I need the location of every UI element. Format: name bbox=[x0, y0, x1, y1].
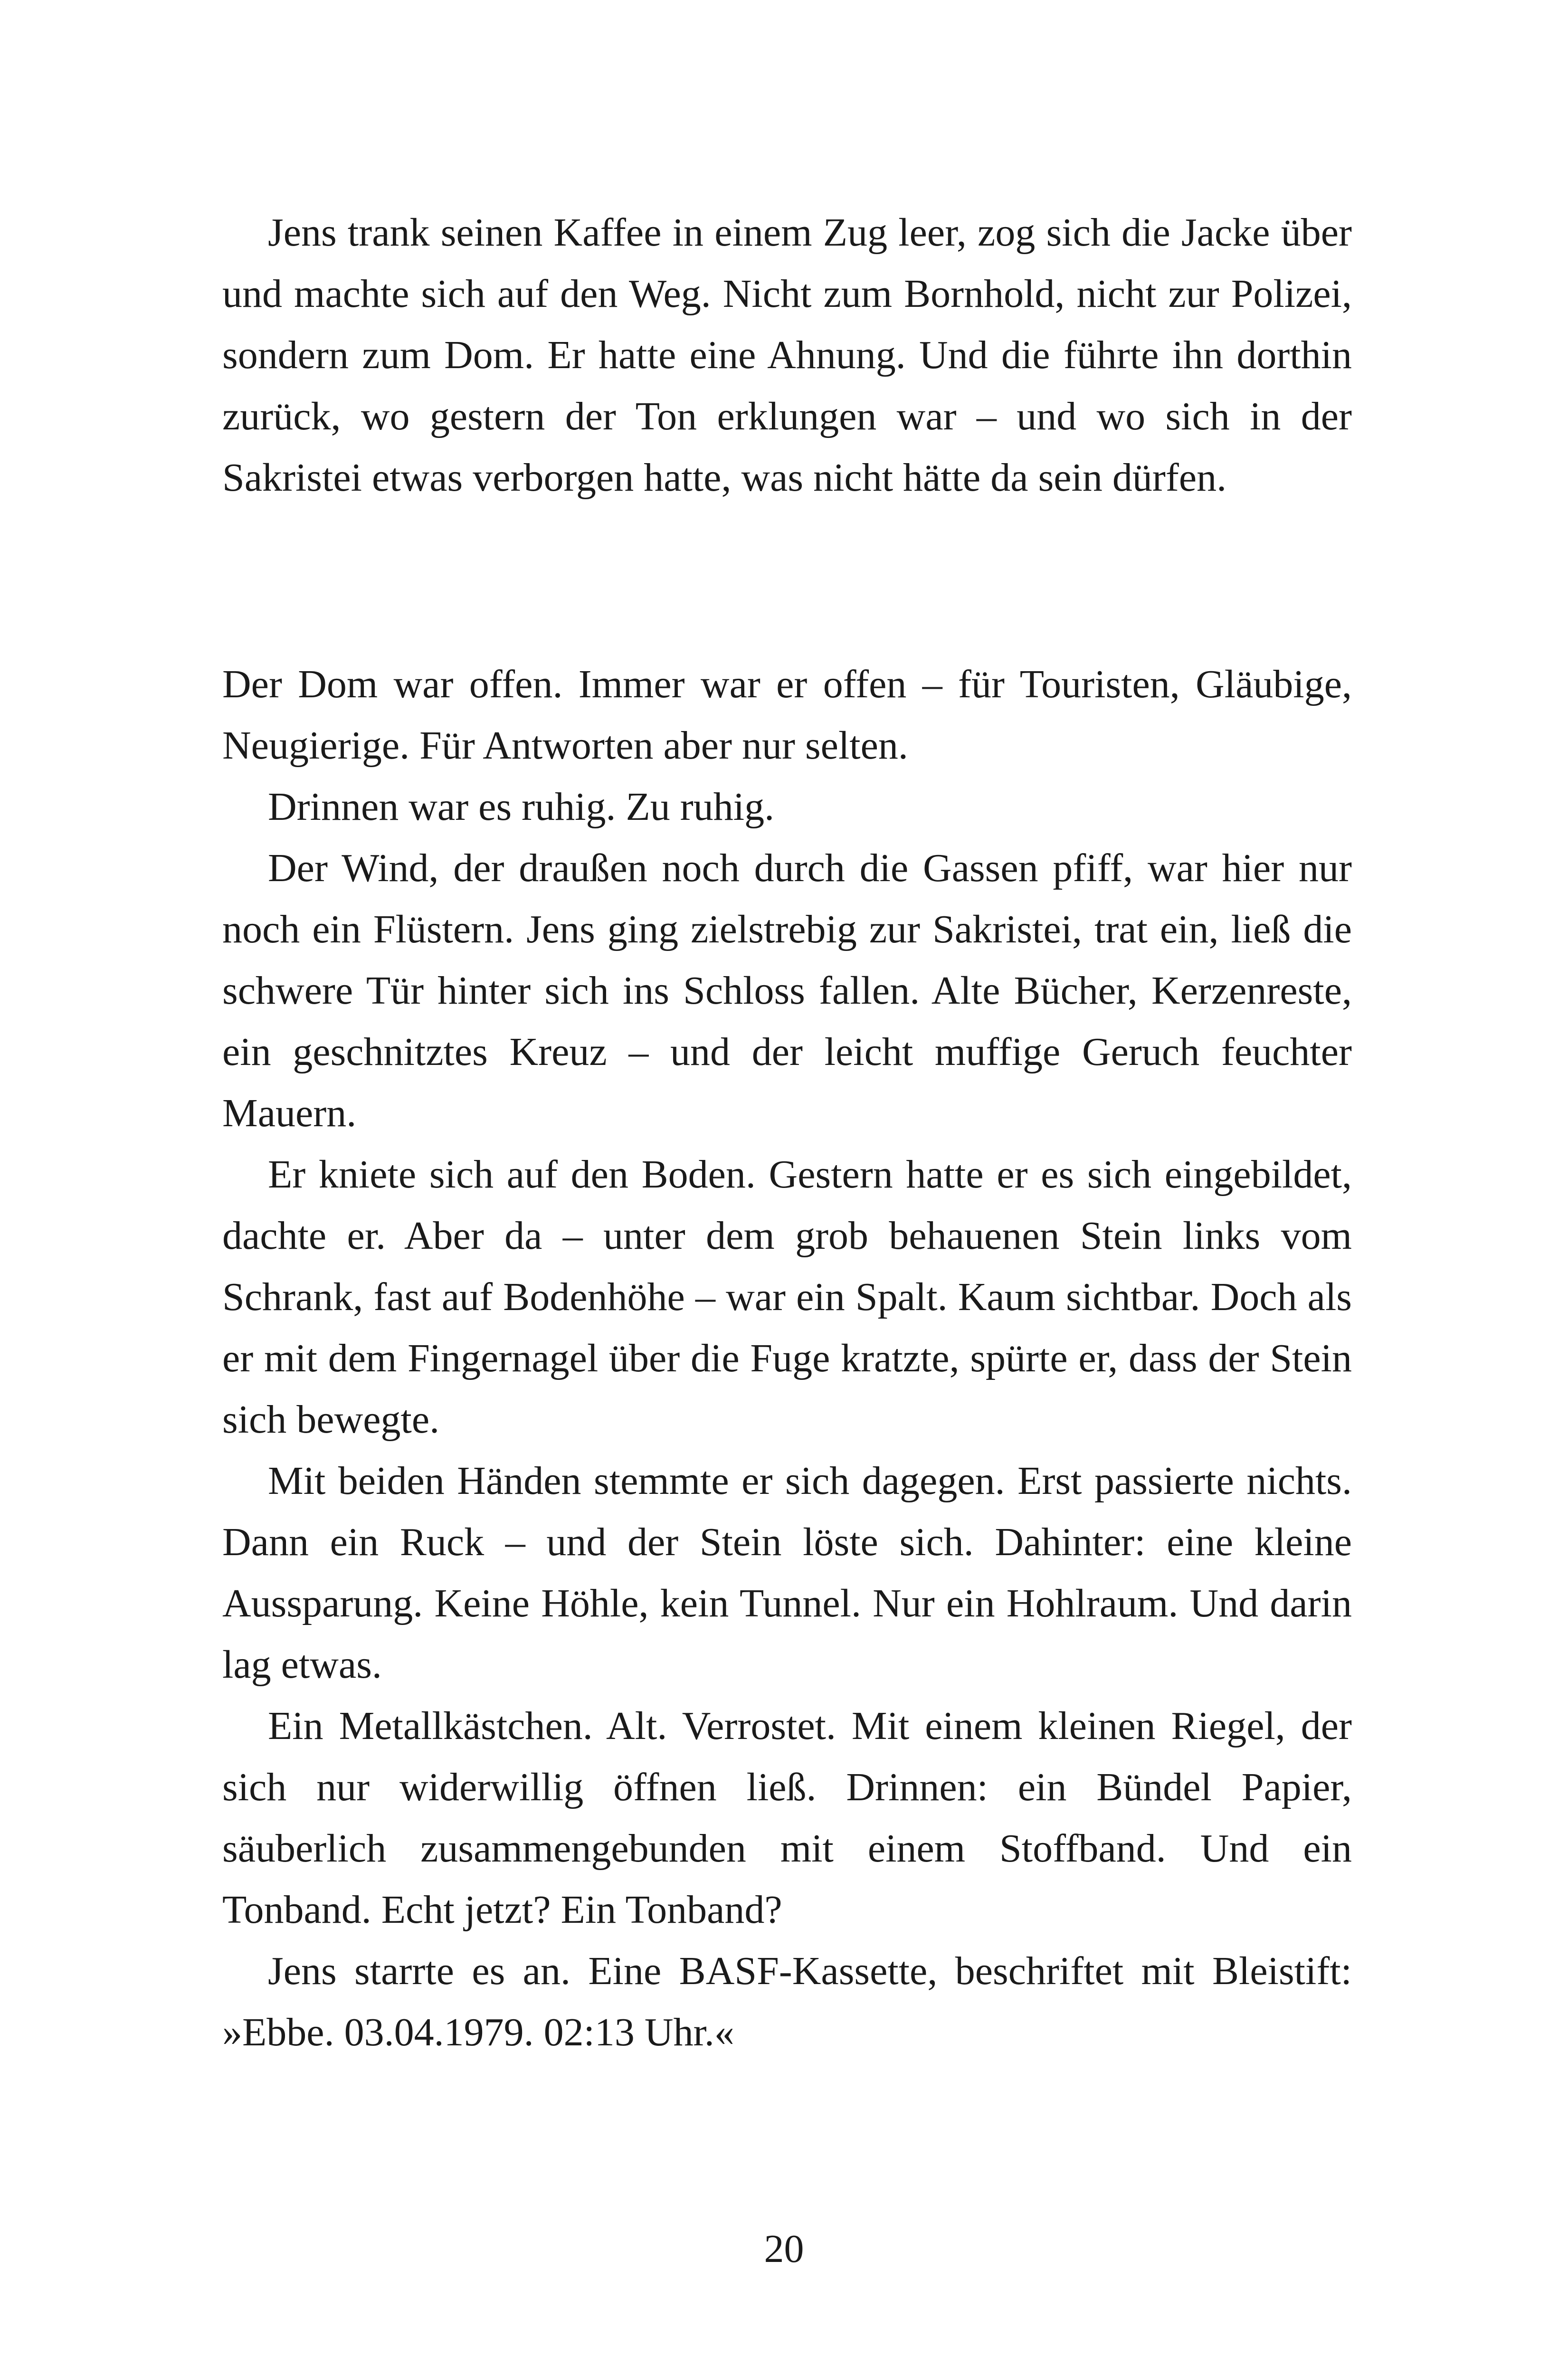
paragraph: Jens starrte es an. Eine BASF-Kassette, beschriftet mit Bleistift: »Ebbe. 03.04.1979. 02:13 Uhr.« bbox=[222, 1949, 1352, 2054]
section-two bbox=[222, 654, 1352, 2063]
paragraph: Der Wind, der draußen noch durch die Gassen pfiff, war hier nur noch ein Flüstern. Jens ging zielstrebig zur Sakristei, trat ein, ließ die schwere Tür hinter sich ins Schloss fallen. Alte Bücher, Kerzenreste, ein geschnitztes Kreuz – und der leicht muffige Geruch feuchter Mauern. bbox=[222, 846, 1352, 1135]
paragraph: Der Dom war offen. Immer war er offen – für Touristen, Gläubige, Neugierige. Für Antworten aber nur selten. bbox=[222, 662, 1352, 768]
paragraph: Jens trank seinen Kaffee in einem Zug leer, zog sich die Jacke über und machte sich auf den Weg. Nicht zum Bornhold, nicht zur Polizei, sondern zum Dom. Er hatte eine Ahnung. Und die führte ihn dorthin zurück, wo gestern der Ton erklungen war – und wo sich in der Sakristei etwas verborgen hatte, was nicht hätte da sein dürfen. bbox=[222, 210, 1352, 500]
page-number: 20 bbox=[764, 2227, 804, 2271]
paragraph: Er kniete sich auf den Boden. Gestern hatte er es sich eingebildet, dachte er. Aber da – unter dem grob behauenen Stein links vom Schrank, fast auf Bodenhöhe – war ein Spalt. Kaum sichtbar. Doch als er mit dem Fingernagel über die Fuge kratzte, spürte er, dass der Stein sich bewegte. bbox=[222, 1152, 1352, 1442]
paragraph: Ein Metallkästchen. Alt. Verrostet. Mit einem kleinen Riegel, der sich nur widerwillig öffnen ließ. Drinnen: ein Bündel Papier, säuberlich zusammengebunden mit einem Stoffband. Und ein Tonband. Echt jetzt? Ein Tonband? bbox=[222, 1704, 1352, 1932]
paragraph: Mit beiden Händen stemmte er sich dagegen. Erst passierte nichts. Dann ein Ruck – und der Stein löste sich. Dahinter: eine kleine Aussparung. Keine Höhle, kein Tunnel. Nur ein Hohlraum. Und darin lag etwas. bbox=[222, 1459, 1352, 1687]
section-one bbox=[222, 202, 1352, 508]
paragraph: Drinnen war es ruhig. Zu ruhig. bbox=[268, 785, 775, 829]
